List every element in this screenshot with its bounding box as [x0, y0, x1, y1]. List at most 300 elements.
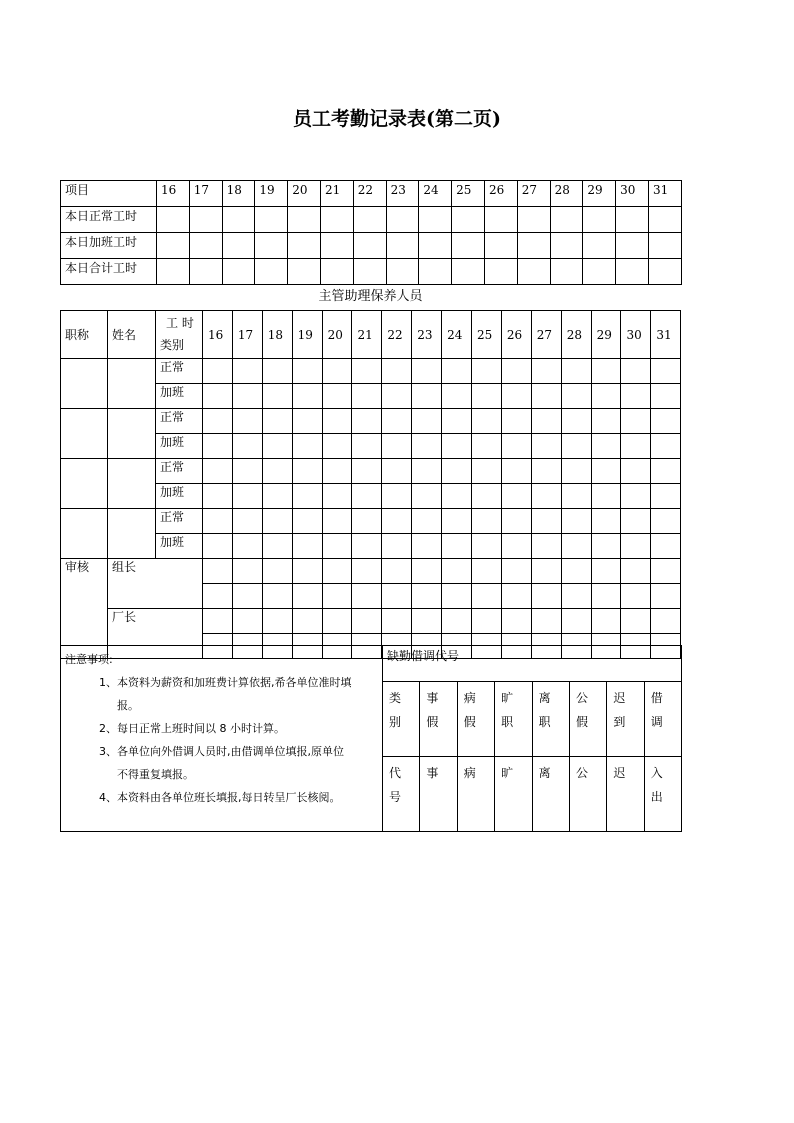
codes-heading: 缺勤借调代号	[383, 646, 682, 682]
hours-cell	[621, 359, 651, 384]
hour-type-line1: 工 时	[166, 316, 194, 330]
hours-cell	[382, 559, 412, 584]
hours-cell	[352, 434, 382, 459]
hours-cell	[621, 384, 651, 409]
day-header-cell: 26	[484, 181, 517, 207]
hours-cell	[419, 259, 452, 285]
day-header-cell: 18	[222, 181, 255, 207]
hours-cell	[531, 484, 561, 509]
hours-cell	[591, 534, 621, 559]
hours-cell	[222, 233, 255, 259]
hours-cell	[203, 484, 233, 509]
code-char: 入	[650, 766, 663, 780]
hours-cell	[203, 534, 233, 559]
hours-cell	[442, 559, 472, 584]
day-header-cell: 28	[561, 311, 591, 359]
hours-cell	[442, 434, 472, 459]
hours-cell	[651, 584, 681, 609]
hours-cell	[621, 484, 651, 509]
hours-cell	[353, 233, 386, 259]
hours-cell	[583, 233, 616, 259]
name-cell	[108, 509, 156, 559]
code-char	[539, 785, 569, 809]
hours-cell	[352, 384, 382, 409]
hours-cell	[412, 484, 442, 509]
code-char: 迟	[613, 691, 626, 705]
code-cell	[569, 682, 606, 757]
day-header-cell: 31	[651, 311, 681, 359]
hours-cell	[292, 434, 322, 459]
day-header-cell: 30	[616, 181, 649, 207]
code-char: 调	[650, 715, 663, 729]
hours-cell	[382, 534, 412, 559]
hours-cell	[472, 609, 502, 634]
hours-cell	[561, 559, 591, 584]
hours-cell	[561, 609, 591, 634]
row-label: 本日正常工时	[61, 207, 157, 233]
hours-cell	[531, 359, 561, 384]
code-cell	[457, 682, 494, 757]
hours-cell	[591, 559, 621, 584]
hours-cell	[531, 409, 561, 434]
hours-cell	[203, 359, 233, 384]
hours-cell	[203, 509, 233, 534]
hours-cell	[262, 384, 292, 409]
type-overtime: 加班	[156, 534, 203, 559]
hours-cell	[621, 434, 651, 459]
hours-cell	[501, 459, 531, 484]
hours-cell	[412, 609, 442, 634]
hours-cell	[651, 384, 681, 409]
hours-cell	[222, 259, 255, 285]
hours-cell	[232, 484, 262, 509]
hours-cell	[621, 509, 651, 534]
hours-cell	[442, 484, 472, 509]
hours-cell	[517, 207, 550, 233]
review-label: 审核	[61, 559, 108, 659]
code-cell	[607, 757, 644, 832]
day-header-cell: 18	[262, 311, 292, 359]
type-normal: 正常	[156, 509, 203, 534]
hours-cell	[648, 233, 681, 259]
hours-cell	[320, 259, 353, 285]
hours-cell	[472, 584, 502, 609]
hours-cell	[352, 534, 382, 559]
hours-cell	[382, 484, 412, 509]
hours-cell	[322, 409, 352, 434]
header-cell-hour-type	[156, 311, 203, 359]
hours-cell	[591, 609, 621, 634]
hours-cell	[651, 509, 681, 534]
code-cell	[607, 682, 644, 757]
hours-cell	[472, 359, 502, 384]
factory-leader-label: 厂长	[108, 609, 203, 659]
hours-cell	[591, 484, 621, 509]
hours-cell	[232, 359, 262, 384]
hours-cell	[501, 359, 531, 384]
hours-cell	[262, 509, 292, 534]
hours-cell	[232, 384, 262, 409]
hours-cell	[442, 409, 472, 434]
day-header-cell: 16	[157, 181, 190, 207]
hours-cell	[386, 233, 419, 259]
hours-cell	[262, 609, 292, 634]
day-header-cell: 20	[322, 311, 352, 359]
hours-cell	[157, 233, 190, 259]
type-normal: 正常	[156, 359, 203, 384]
code-cell	[383, 682, 420, 757]
day-header-cell: 23	[386, 181, 419, 207]
hours-cell	[322, 609, 352, 634]
code-char: 公	[575, 691, 588, 705]
table-row	[61, 207, 682, 233]
hours-cell	[262, 559, 292, 584]
hours-cell	[561, 434, 591, 459]
hours-cell	[352, 509, 382, 534]
day-header-cell: 30	[621, 311, 651, 359]
hours-cell	[531, 559, 561, 584]
code-cell	[383, 757, 420, 832]
code-char: 假	[426, 715, 439, 729]
hours-cell	[531, 509, 561, 534]
hours-cell	[255, 207, 288, 233]
hours-cell	[561, 584, 591, 609]
hours-cell	[501, 559, 531, 584]
code-char: 旷	[501, 691, 514, 705]
code-char: 职	[538, 715, 551, 729]
code-char: 病	[463, 691, 476, 705]
hours-cell	[382, 359, 412, 384]
hours-cell	[382, 409, 412, 434]
day-header-cell: 20	[288, 181, 321, 207]
type-overtime: 加班	[156, 434, 203, 459]
hour-type-line2: 类别	[160, 338, 185, 352]
day-header-cell: 24	[442, 311, 472, 359]
hours-cell	[472, 409, 502, 434]
hours-cell	[412, 559, 442, 584]
hours-cell	[583, 207, 616, 233]
hours-cell	[621, 584, 651, 609]
hours-cell	[255, 233, 288, 259]
header-cell-name: 姓名	[108, 311, 156, 359]
day-header-cell: 19	[292, 311, 322, 359]
review-row	[61, 609, 681, 634]
hours-cell	[292, 484, 322, 509]
section-subtitle: 主管助理保养人员	[318, 289, 423, 304]
code-char	[613, 785, 643, 809]
hours-cell	[292, 359, 322, 384]
hours-cell	[561, 384, 591, 409]
hours-cell	[452, 207, 485, 233]
hours-cell	[621, 609, 651, 634]
hours-cell	[232, 509, 262, 534]
type-normal: 正常	[156, 409, 203, 434]
hours-cell	[419, 207, 452, 233]
hours-cell	[412, 384, 442, 409]
hours-cell	[501, 434, 531, 459]
hours-cell	[648, 207, 681, 233]
day-header-cell: 29	[583, 181, 616, 207]
hours-cell	[292, 384, 322, 409]
type-normal: 正常	[156, 459, 203, 484]
hours-cell	[203, 409, 233, 434]
table-row	[61, 459, 681, 484]
day-header-cell: 25	[452, 181, 485, 207]
hours-cell	[484, 207, 517, 233]
hours-cell	[561, 359, 591, 384]
day-header-cell: 25	[472, 311, 502, 359]
hours-cell	[203, 434, 233, 459]
code-char: 迟	[613, 766, 626, 780]
type-overtime: 加班	[156, 484, 203, 509]
notes-cell	[61, 646, 383, 832]
code-cell	[420, 757, 457, 832]
hours-cell	[616, 233, 649, 259]
code-char: 旷	[501, 766, 514, 780]
code-cell	[532, 757, 569, 832]
code-char: 事	[426, 766, 439, 780]
hours-cell	[621, 534, 651, 559]
day-header-cell: 21	[352, 311, 382, 359]
code-char: 别	[389, 715, 402, 729]
hours-cell	[651, 359, 681, 384]
hours-cell	[203, 459, 233, 484]
hours-cell	[262, 584, 292, 609]
hours-cell	[651, 434, 681, 459]
hours-cell	[517, 259, 550, 285]
table-row	[61, 359, 681, 384]
hours-cell	[386, 259, 419, 285]
hours-cell	[550, 259, 583, 285]
name-cell	[108, 459, 156, 509]
hours-cell	[353, 207, 386, 233]
hours-cell	[412, 459, 442, 484]
hours-cell	[472, 459, 502, 484]
code-cell	[457, 757, 494, 832]
hours-cell	[442, 509, 472, 534]
hours-cell	[189, 207, 222, 233]
hours-cell	[501, 384, 531, 409]
hours-cell	[412, 434, 442, 459]
hours-cell	[322, 534, 352, 559]
hours-cell	[561, 484, 591, 509]
hours-cell	[386, 207, 419, 233]
hours-cell	[322, 484, 352, 509]
note-item: 4、本资料由各单位班长填报,每日转呈厂长核阅。	[99, 791, 341, 804]
code-char: 公	[575, 766, 588, 780]
hours-cell	[517, 233, 550, 259]
hours-cell	[262, 534, 292, 559]
hours-cell	[352, 559, 382, 584]
hours-cell	[531, 534, 561, 559]
hours-cell	[292, 584, 322, 609]
day-header-cell: 29	[591, 311, 621, 359]
hours-cell	[550, 207, 583, 233]
hours-cell	[352, 409, 382, 434]
hours-cell	[472, 509, 502, 534]
hours-cell	[262, 484, 292, 509]
hours-cell	[382, 509, 412, 534]
day-header-cell: 21	[320, 181, 353, 207]
hours-cell	[353, 259, 386, 285]
hours-cell	[262, 434, 292, 459]
hours-cell	[452, 259, 485, 285]
type-overtime: 加班	[156, 384, 203, 409]
hours-cell	[292, 534, 322, 559]
hours-cell	[591, 384, 621, 409]
day-header-cell: 23	[412, 311, 442, 359]
day-header-cell: 31	[648, 181, 681, 207]
note-item: 报。	[117, 699, 139, 712]
code-cell	[495, 682, 532, 757]
title-cell	[61, 359, 108, 409]
code-char	[501, 785, 531, 809]
hours-cell	[651, 559, 681, 584]
hours-cell	[648, 259, 681, 285]
hours-cell	[292, 609, 322, 634]
hours-cell	[232, 584, 262, 609]
review-row	[61, 559, 681, 584]
staff-attendance-table	[60, 310, 681, 659]
hours-cell	[621, 459, 651, 484]
hours-cell	[232, 559, 262, 584]
hours-cell	[501, 609, 531, 634]
day-header-cell: 26	[501, 311, 531, 359]
table-row	[61, 233, 682, 259]
hours-cell	[651, 609, 681, 634]
hours-cell	[232, 534, 262, 559]
hours-cell	[288, 207, 321, 233]
code-char: 号	[389, 790, 402, 804]
hours-cell	[288, 233, 321, 259]
hours-cell	[352, 484, 382, 509]
note-item: 1、本资料为薪资和加班费计算依据,希各单位准时填	[99, 676, 352, 689]
code-char: 离	[538, 766, 551, 780]
hours-cell	[452, 233, 485, 259]
daily-hours-table	[60, 180, 682, 285]
hours-cell	[262, 359, 292, 384]
hours-cell	[203, 609, 233, 634]
code-cell	[644, 757, 681, 832]
hours-cell	[550, 233, 583, 259]
hours-cell	[382, 584, 412, 609]
row-label: 本日合计工时	[61, 259, 157, 285]
day-header-cell: 24	[419, 181, 452, 207]
hours-cell	[442, 534, 472, 559]
hours-cell	[322, 459, 352, 484]
notes-heading: 注意事项:	[65, 653, 113, 666]
hours-cell	[419, 233, 452, 259]
note-item: 不得重复填报。	[117, 768, 194, 781]
table-row	[61, 259, 682, 285]
hours-cell	[591, 434, 621, 459]
hours-cell	[322, 559, 352, 584]
hours-cell	[591, 359, 621, 384]
hours-cell	[442, 384, 472, 409]
hours-cell	[288, 259, 321, 285]
code-char: 出	[650, 790, 663, 804]
code-char: 假	[575, 715, 588, 729]
hours-cell	[157, 259, 190, 285]
hours-cell	[616, 259, 649, 285]
code-char: 职	[501, 715, 514, 729]
hours-cell	[222, 207, 255, 233]
hours-cell	[352, 359, 382, 384]
hours-cell	[442, 609, 472, 634]
code-cell	[532, 682, 569, 757]
table-row	[61, 409, 681, 434]
hours-cell	[501, 484, 531, 509]
hours-cell	[583, 259, 616, 285]
hours-cell	[255, 259, 288, 285]
hours-cell	[651, 409, 681, 434]
header-cell-title: 职称	[61, 311, 108, 359]
hours-cell	[472, 559, 502, 584]
hours-cell	[484, 233, 517, 259]
codes-heading-row	[61, 646, 682, 682]
hours-cell	[501, 509, 531, 534]
code-cell	[569, 757, 606, 832]
hours-cell	[262, 459, 292, 484]
hours-cell	[531, 459, 561, 484]
title-cell	[61, 509, 108, 559]
hours-cell	[352, 609, 382, 634]
hours-cell	[591, 409, 621, 434]
day-header-cell: 27	[517, 181, 550, 207]
hours-cell	[561, 459, 591, 484]
table-header-row	[61, 181, 682, 207]
hours-cell	[322, 509, 352, 534]
hours-cell	[484, 259, 517, 285]
hours-cell	[382, 609, 412, 634]
hours-cell	[442, 359, 472, 384]
day-header-cell: 19	[255, 181, 288, 207]
hours-cell	[501, 409, 531, 434]
hours-cell	[531, 584, 561, 609]
note-item: 2、每日正常上班时间以 8 小时计算。	[99, 722, 285, 735]
day-header-cell: 22	[382, 311, 412, 359]
day-header-cell: 22	[353, 181, 386, 207]
hours-cell	[203, 384, 233, 409]
day-header-cell: 17	[232, 311, 262, 359]
hours-cell	[472, 484, 502, 509]
hours-cell	[382, 434, 412, 459]
name-cell	[108, 409, 156, 459]
title-cell	[61, 409, 108, 459]
hours-cell	[322, 584, 352, 609]
row-label: 本日加班工时	[61, 233, 157, 259]
code-cell	[495, 757, 532, 832]
hours-cell	[352, 584, 382, 609]
hours-cell	[262, 409, 292, 434]
hours-cell	[472, 434, 502, 459]
hours-cell	[232, 434, 262, 459]
hours-cell	[531, 609, 561, 634]
hours-cell	[442, 584, 472, 609]
hours-cell	[651, 484, 681, 509]
code-char: 借	[650, 691, 663, 705]
code-char	[464, 785, 494, 809]
code-char: 离	[538, 691, 551, 705]
hours-cell	[320, 207, 353, 233]
hours-cell	[232, 459, 262, 484]
code-char: 类	[389, 691, 402, 705]
code-char: 假	[463, 715, 476, 729]
hours-cell	[232, 609, 262, 634]
code-char: 病	[463, 766, 476, 780]
hours-cell	[292, 409, 322, 434]
hours-cell	[292, 559, 322, 584]
